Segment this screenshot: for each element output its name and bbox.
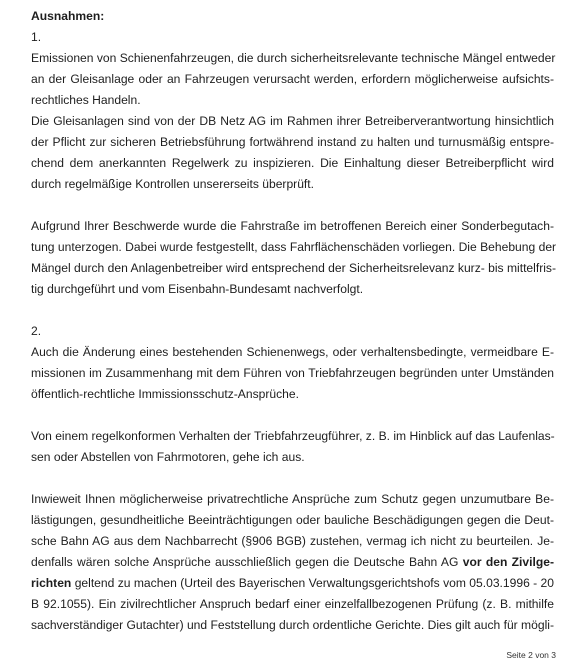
paragraph-triebfahrzeugfuehrer bbox=[31, 426, 554, 468]
emphasis-text: vor den Zivilge- bbox=[462, 555, 554, 569]
text-line: Inwieweit Ihnen möglicherweise privatrechtliche Ansprüche zum Schutz gegen unzumutbare Be- bbox=[31, 492, 554, 506]
text-line: missionen im Zusammenhang mit dem Führen von Triebfahrzeugen begründen unter Umständen bbox=[31, 366, 554, 380]
text-segment: denfalls wären solche Ansprüche ausschließlich gegen die Deutsche Bahn AG bbox=[31, 555, 463, 569]
text-line: Die Gleisanlagen sind von der DB Netz AG im Rahmen ihrer Betreiberverantwortung hinsichtlich bbox=[31, 114, 554, 128]
text-line: rechtliches Handeln. bbox=[31, 93, 141, 107]
text-line: Mängel durch den Anlagenbetreiber wird entsprechend der Sicherheitsrelevanz kurz- bis mittelfris- bbox=[31, 261, 556, 275]
text-line: sche Bahn AG aus dem Nachbarrecht (§906 BGB) zustehen, vermag ich nicht zu beurteilen. Je- bbox=[31, 534, 554, 548]
page-number: Seite 2 von 3 bbox=[506, 650, 556, 660]
paragraph-gleisanlagen bbox=[31, 111, 554, 195]
text-line: Aufgrund Ihrer Beschwerde wurde die Fahrstraße im betroffenen Bereich einer Sonderbegutach- bbox=[31, 219, 554, 233]
paragraph-beschwerde bbox=[31, 216, 557, 300]
paragraph-privatrechtliche-ansprueche bbox=[31, 489, 554, 636]
text-line: sachverständiger Gutachter) und Feststellung durch ordentliche Gerichte. Dies gilt auch für mögli- bbox=[31, 618, 554, 632]
paragraph-aenderung bbox=[31, 342, 554, 405]
text-line: an der Gleisanlage oder an Fahrzeugen verursacht werden, erfordern möglicherweise aufsichts- bbox=[31, 72, 554, 86]
text-line: lästigungen, gesundheitliche Beeinträchtigungen oder bauliche Beschädigungen gegen die Deut- bbox=[31, 513, 554, 527]
section-number-2: 2. bbox=[31, 324, 42, 338]
text-line: chend dem anerkannten Regelwerk zu inspizieren. Die Einhaltung dieser Betreiberpflicht wird bbox=[31, 156, 554, 170]
text-line: Auch die Änderung eines bestehenden Schienenwegs, oder verhaltensbedingte, vermeidbare E- bbox=[31, 345, 554, 359]
text-line: B 92.1055). Ein zivilrechtlicher Anspruch bedarf einer einzelfallbezogenen Prüfung (z. B. mithilfe bbox=[31, 597, 554, 611]
text-segment: geltend zu machen (Urteil des Bayerischen Verwaltungsgerichtshofs vom 05.03.1996 - 20 bbox=[71, 576, 555, 590]
text-line: der Pflicht zur sicheren Betriebsführung fortwährend instand zu halten und turnusmäßig entspre- bbox=[31, 135, 554, 149]
paragraph-emissionen bbox=[31, 48, 554, 111]
text-line bbox=[31, 552, 554, 573]
text-line: tung unterzogen. Dabei wurde festgestellt, dass Fahrflächenschäden vorliegen. Die Behebung der bbox=[31, 240, 557, 254]
text-line bbox=[31, 573, 554, 594]
text-line: Von einem regelkonformen Verhalten der Triebfahrzeugführer, z. B. im Hinblick auf das Laufenlas- bbox=[31, 429, 555, 443]
text-line: öffentlich-rechtliche Immissionsschutz-Ansprüche. bbox=[31, 387, 299, 401]
emphasis-text: richten bbox=[31, 576, 72, 590]
section-heading: Ausnahmen: bbox=[31, 9, 105, 23]
section-number-1: 1. bbox=[31, 30, 42, 44]
text-line: Emissionen von Schienenfahrzeugen, die durch sicherheitsrelevante technische Mängel entweder bbox=[31, 51, 556, 65]
text-line: durch regelmäßige Kontrollen unsererseits überprüft. bbox=[31, 177, 315, 191]
text-line: tig durchgeführt und vom Eisenbahn-Bundesamt nachverfolgt. bbox=[31, 282, 364, 296]
text-line: sen oder Abstellen von Fahrmotoren, gehe ich aus. bbox=[31, 450, 305, 464]
